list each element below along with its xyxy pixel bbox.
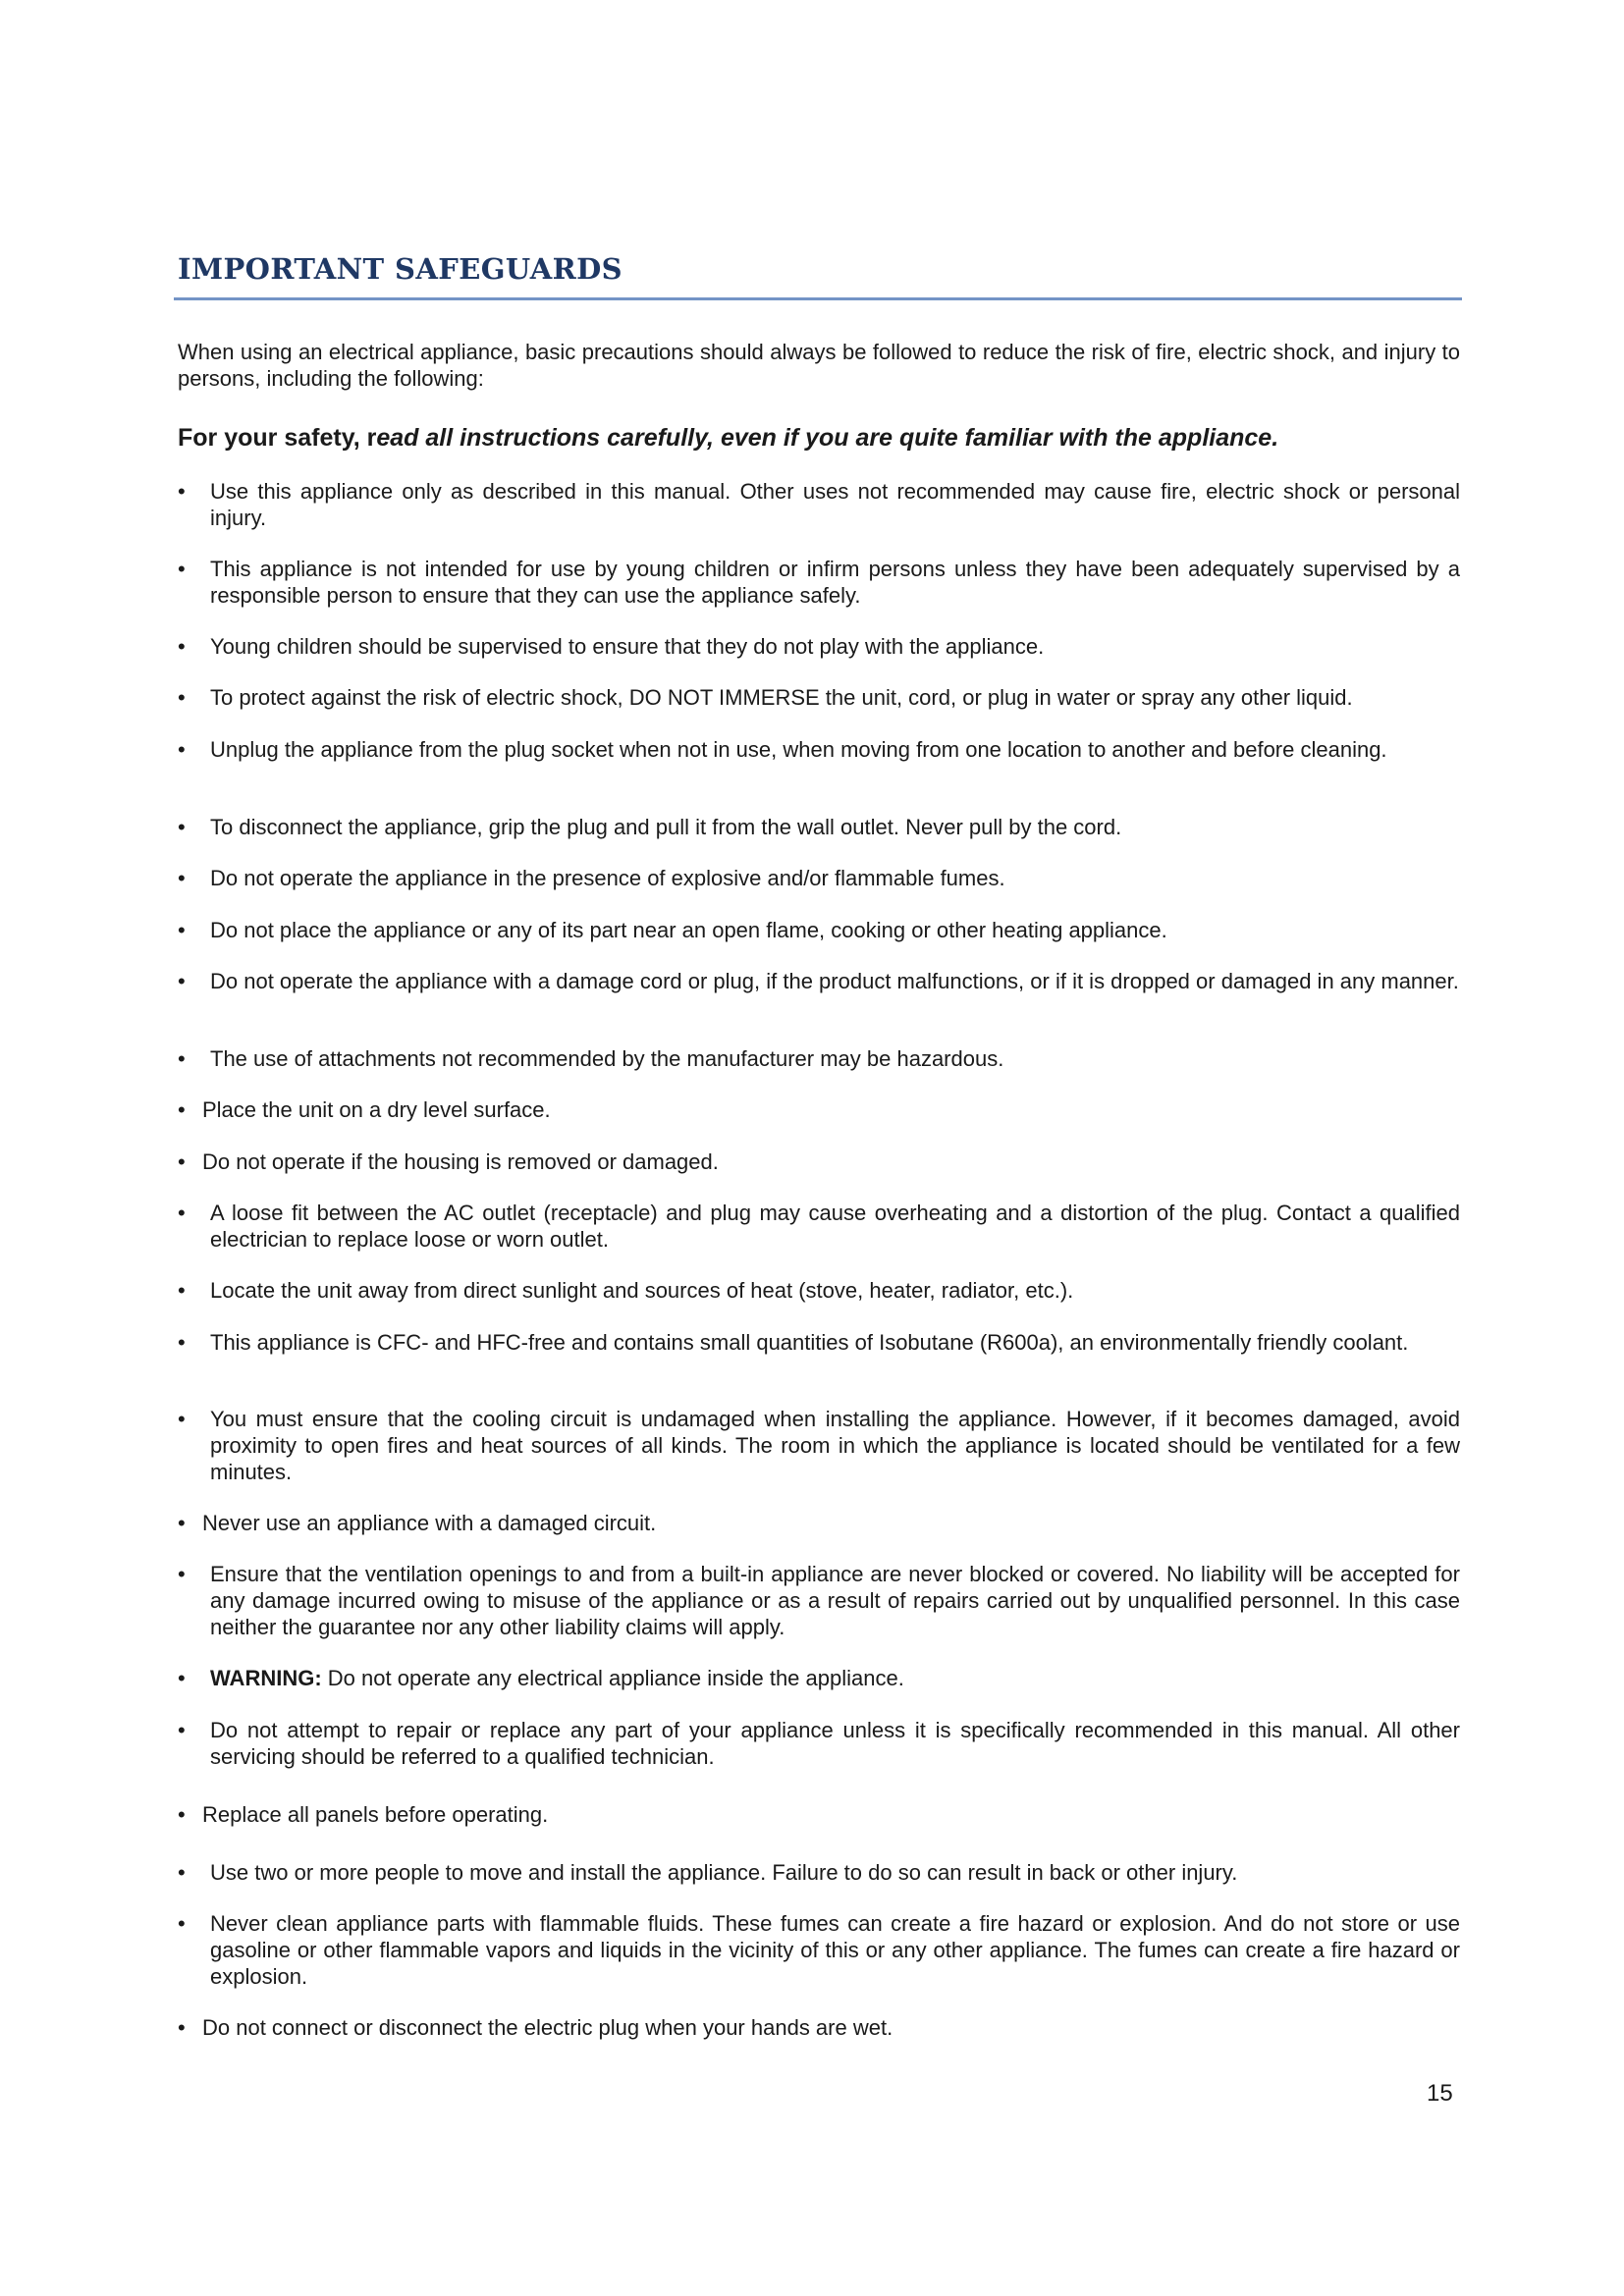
bullet-icon: • (178, 815, 186, 839)
bullet-icon: • (178, 685, 186, 710)
safeguard-text: Do not operate the appliance with a damage cord or plug, if the product malfunctions, or if it is dropped or damaged in any manner. (210, 969, 1459, 993)
safeguard-text: This appliance is not intended for use by young children or infirm persons unless they have been adequately supervised by a responsible person to ensure that they can use the appliance safely. (210, 557, 1460, 608)
bullet-icon: • (178, 866, 186, 890)
safeguard-text: Do not connect or disconnect the electric plug when your hands are wet. (202, 2015, 893, 2040)
bullet-icon: • (178, 737, 186, 762)
safeguard-text: The use of attachments not recommended by the manufacturer may be hazardous. (210, 1046, 1004, 1071)
safeguard-text: Use this appliance only as described in this manual. Other uses not recommended may cause fire, electric shock or personal injury. (210, 479, 1460, 530)
safeguard-text: Ensure that the ventilation openings to and from a built-in appliance are never blocked or covered. No liability will be accepted for any damage incurred owing to misuse of the appliance or as a result of repairs carried out by unqualified personnel. In this case neither the guarantee nor any other liability claims will apply. (210, 1562, 1460, 1639)
bullet-icon: • (178, 1911, 186, 1936)
safeguard-text: Do not attempt to repair or replace any part of your appliance unless it is specifically recommended in this manual. All other servicing should be referred to a qualified technician. (210, 1718, 1460, 1769)
safeguard-text: Do not operate if the housing is removed or damaged. (202, 1149, 719, 1174)
warning-text: Do not operate any electrical appliance inside the appliance. (327, 1666, 904, 1690)
safeguard-text: Young children should be supervised to ensure that they do not play with the appliance. (210, 634, 1045, 659)
bullet-icon: • (178, 1046, 186, 1071)
safeguard-text (210, 1665, 1460, 1691)
bullet-icon: • (178, 1330, 186, 1355)
bullet-icon: • (178, 1666, 186, 1690)
safeguard-text: Locate the unit away from direct sunlight and sources of heat (stove, heater, radiator, etc.). (210, 1278, 1074, 1303)
bullet-icon: • (178, 969, 186, 993)
safeguard-text: Do not operate the appliance in the presence of explosive and/or flammable fumes. (210, 866, 1005, 890)
bullet-icon: • (178, 1407, 186, 1431)
safety-notice-italic: ead all instructions carefully, even if you are quite familiar with the appliance. (376, 424, 1279, 452)
safeguard-text: Replace all panels before operating. (202, 1802, 549, 1827)
bullet-icon: • (178, 1097, 186, 1122)
bullet-icon: • (178, 1802, 186, 1827)
safeguard-text: To disconnect the appliance, grip the plug and pull it from the wall outlet. Never pull by the cord. (210, 815, 1122, 839)
safeguard-text: You must ensure that the cooling circuit is undamaged when installing the appliance. However, if it becomes damaged, avoid proximity to open fires and heat sources of all kinds. The room in which the appliance is located should be ventilated for a few minutes. (210, 1407, 1460, 1484)
safeguard-text: Use two or more people to move and install the appliance. Failure to do so can result in back or other injury. (210, 1860, 1238, 1885)
safety-notice (178, 424, 1278, 453)
bullet-icon: • (178, 1860, 186, 1885)
safeguard-text: Do not place the appliance or any of its part near an open flame, cooking or other heating appliance. (210, 918, 1167, 942)
section-heading: IMPORTANT SAFEGUARDS (178, 252, 623, 286)
bullet-icon: • (178, 557, 186, 581)
warning-label: WARNING: (210, 1666, 322, 1690)
bullet-icon: • (178, 1718, 186, 1742)
intro-paragraph: When using an electrical appliance, basic precautions should always be followed to reduce the risk of fire, electric shock, and injury to persons, including the following: (178, 340, 1460, 391)
bullet-icon: • (178, 1149, 186, 1174)
safeguard-text: A loose fit between the AC outlet (receptacle) and plug may cause overheating and a distortion of the plug. Contact a qualified electrician to replace loose or worn outlet. (210, 1201, 1460, 1252)
bullet-icon: • (178, 634, 186, 659)
bullet-icon: • (178, 1562, 186, 1586)
page-number: 15 (1427, 2080, 1453, 2107)
safeguard-text: Unplug the appliance from the plug socket when not in use, when moving from one location to another and before cleaning. (210, 737, 1387, 762)
heading-underline (174, 297, 1462, 300)
bullet-icon: • (178, 479, 186, 504)
safeguard-text: To protect against the risk of electric shock, DO NOT IMMERSE the unit, cord, or plug in water or spray any other liquid. (210, 685, 1353, 710)
bullet-icon: • (178, 1201, 186, 1225)
bullet-icon: • (178, 2015, 186, 2040)
bullet-icon: • (178, 1278, 186, 1303)
safeguard-text: Place the unit on a dry level surface. (202, 1097, 551, 1122)
safeguard-text: This appliance is CFC- and HFC-free and contains small quantities of Isobutane (R600a), an environmentally friendly coolant. (210, 1330, 1409, 1355)
safety-notice-lead: For your safety, r (178, 424, 377, 452)
bullet-icon: • (178, 918, 186, 942)
bullet-icon: • (178, 1511, 186, 1535)
safeguard-text: Never use an appliance with a damaged circuit. (202, 1511, 657, 1535)
safeguard-text: Never clean appliance parts with flammable fluids. These fumes can create a fire hazard or explosion. And do not store or use gasoline or other flammable vapors and liquids in the vicinity of this or any other appliance. The fumes can create a fire hazard or explosion. (210, 1911, 1460, 1989)
